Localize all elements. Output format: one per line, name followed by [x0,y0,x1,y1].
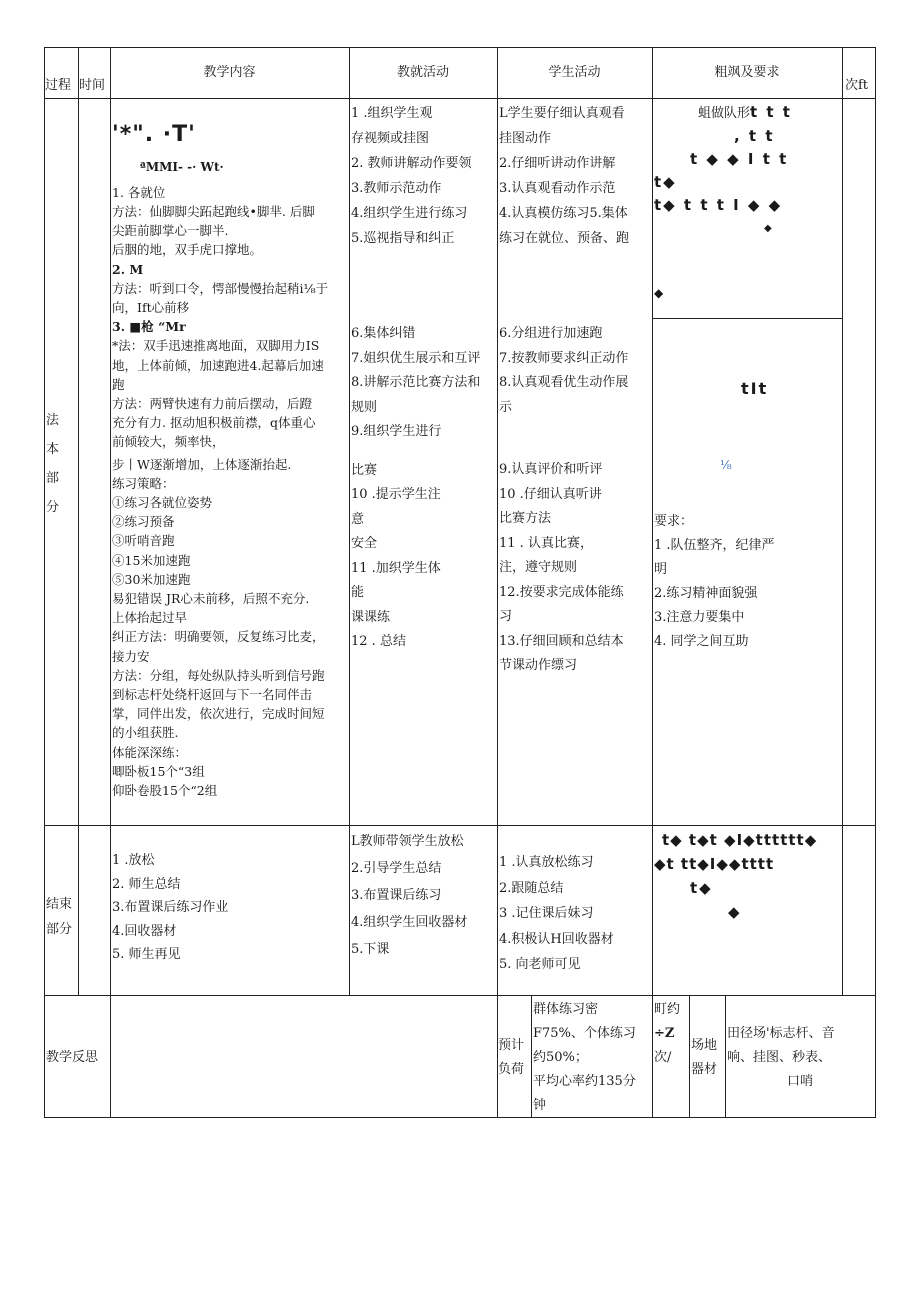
end-org [654,828,840,924]
content-line: 接力安 [112,648,150,664]
content-line: 后胭的地，双手虎口撑地。 [112,242,263,258]
org-mark [741,377,801,402]
teacher-line: 意 [351,511,365,527]
student-line: 13.仔细回顾和总结本 [499,633,624,649]
table-border-right [875,47,876,1118]
load-line: F75%、个体练习 [533,1026,636,1041]
basic-teacher-2 [351,322,497,655]
content-line: 充分有力. 抠动旭积极前襟，q体重心 [112,415,316,431]
org-formation-line [654,101,840,125]
student-line: 2.仔细听讲动作讲解 [499,156,616,171]
teacher-line: 11 .加织学生体 [351,560,441,576]
basic-student [499,101,652,251]
end-content-line: 5. 师生再见 [112,947,181,962]
table-rule [652,318,842,319]
end-teacher-line: 3.布置课后练习 [351,888,442,903]
end-formation-marks: t◆ [690,879,713,897]
content-line: 方法：仙脚脚尖跖起跑线•脚芈. 后脚 [112,203,315,219]
content-line: 仰卧卷股15个“2组 [112,782,218,798]
teacher-line: 4.组织学生进行练习 [351,206,468,221]
content-line: 到标志杆处绕杆返回与下一名同伴击 [112,686,313,702]
content-line: 前倾较大，频率快， [112,434,225,450]
formation-marks: t t t [750,103,792,121]
end-student [499,850,652,978]
end-formation-marks: ◆t tt◆I◆◆tttt [654,855,775,873]
end-teacher [351,828,497,963]
label-line: 部分 [46,922,73,937]
org-fraction: ⅛ [720,458,732,472]
content-line: 向，Ift心前移 [112,299,190,315]
end-student-line: 3 .记住课后妹习 [499,906,594,921]
label-char: 法 [46,413,60,428]
content-line: 3. ■枪 “Mr [112,319,186,335]
section-reflect-label: 教学反思 [46,1050,99,1065]
student-line: 11 . 认真比赛， [499,535,593,551]
req-line: 3.注意力要集中 [654,610,745,625]
end-teacher-line: L教师带领学生放松 [351,834,464,849]
venue-line: 响、挂图、秒表、 [727,1050,832,1065]
basic-teacher [351,101,497,251]
teacher-line: 1 .组织学生观 [351,106,433,121]
header-teacher: 教就活动 [396,65,449,80]
content-line: 方法：听到口令，愕部慢慢抬起稍i⅛于 [112,280,329,296]
end-content-line: 4.回收器材 [112,923,177,939]
basic-content [112,118,348,800]
table-border-left [44,47,45,1118]
teacher-line: 12 . 总结 [351,634,406,649]
teacher-line: 10 .提示学生注 [351,487,441,502]
header-org: 粗飒及要求 [714,65,780,80]
table-rule [110,47,111,1118]
student-line: 6.分组进行加速跑 [499,326,603,341]
table-rule [689,995,690,1118]
content-line: 地，上体前倾，加速跑进4.起幕后加速 [112,357,324,373]
student-line: 8.认真观看优生动作展 [499,375,629,390]
venue-text [727,1022,875,1094]
teacher-line: 9.组织学生进行 [351,424,442,439]
student-line: 比赛方法 [499,511,552,526]
teacher-line: 存视频或挂图 [351,131,430,146]
load-line: 平均心率约135分 [533,1074,636,1089]
student-line: 10 .仔细认真听讲 [499,486,602,502]
content-line: 1. 各就位 [112,184,166,200]
table-border-bottom [44,1117,876,1118]
section-basic-label [46,406,76,522]
load-text [533,998,652,1118]
rate-line: 次/ [654,1050,672,1065]
end-student-line: 5. 向老师可见 [499,957,581,972]
basic-student-2 [499,322,652,679]
label-char: 部 [46,471,60,486]
teacher-line: 3.教师示范动作 [351,181,442,196]
content-line: ⑤30米加速跑 [112,571,191,587]
formation-marks: t◆ [654,173,677,191]
content-subtitle: ªMMI- -· Wt· [140,160,224,175]
content-line: 尖距前脚掌心一脚半. [112,223,229,239]
teacher-line: 规则 [351,399,378,415]
rate-line: 町约 [654,1002,681,1017]
content-line: 上体抬起过早 [112,610,188,626]
content-line: ②练习预备 [112,514,175,530]
student-line: 练习在就位、预备、跑 [499,231,630,246]
req-line: 1 .队伍整齐，纪律严 [654,538,775,553]
table-rule [44,98,876,99]
table-rule [842,47,843,995]
load-line: 群体练习密 [533,1002,599,1017]
content-line: 步丨W逐渐增加，上体逐渐抬起. [112,456,292,472]
content-line: 方法：两臂快速有力前后摆动，后蹬 [112,395,313,411]
label-line: 结束 [46,897,73,912]
content-line: 掌，同伴出发，依次进行，完成时间短 [112,706,325,722]
table-rule [497,47,498,1118]
formation-marks: ◆ [764,223,772,234]
rate-line: ÷Z [654,1026,675,1041]
content-line: ④15米加速跑 [112,552,191,568]
teacher-line: 6.集体纠错 [351,326,416,341]
end-content-line: 1 .放松 [112,853,155,868]
req-line: 2.练习精神面貌强 [654,586,758,601]
org-requirements [654,510,840,654]
student-line: L学生要仔细认真观看 [499,106,625,121]
header-time: 时间 [79,78,106,93]
table-rule [349,47,350,995]
student-line: 示 [499,399,513,415]
table-rule [725,995,726,1118]
teacher-line: 5.巡视指导和纠正 [351,231,455,246]
content-line: 2. M [112,261,144,277]
end-teacher-line: 4.组织学生回收器材 [351,915,468,930]
content-line: 体能深深练： [112,744,188,760]
table-rule [78,47,79,995]
content-lines [112,183,348,801]
end-student-line: 2.跟随总结 [499,880,564,896]
student-line: 3.认真观看动作示范 [499,181,616,196]
student-line: 挂图动作 [499,131,552,146]
header-content: 教学内容 [203,65,256,80]
student-line: 注，遵守规则 [499,560,578,575]
student-line: 12.按要求完成体能练 [499,584,624,600]
end-formation-marks: ◆ [728,903,742,921]
load-label-line: 预计 [498,1038,525,1053]
load-line: 钟 [533,1098,547,1113]
content-line: 唧卧板15个“3组 [112,763,205,779]
header-student: 学生活动 [548,65,601,80]
label-char: 本 [46,442,60,457]
table-border-top [44,47,876,48]
venue-label-line: 器材 [691,1062,718,1077]
venue-line: 田径场'标志杆、音 [727,1026,835,1041]
venue-line: 口哨 [787,1074,814,1089]
student-line: 习 [499,609,513,624]
end-content-line: 3.布置课后练习作业 [112,900,229,915]
content-line: 的小组获胜. [112,725,179,741]
org-formation-label: 蛆做队形 [698,106,751,121]
student-line: 4.认真模仿练习5.集体 [499,206,628,221]
section-end-label [46,892,78,942]
content-line: 方法：分组，每处纵队持头听到信号跑 [112,667,325,683]
teacher-line: 比赛 [351,462,378,478]
teacher-line: 课课练 [351,609,391,625]
table-rule [652,47,653,1118]
table-rule [531,995,532,1118]
teacher-line: 2. 教师讲解动作要领 [351,156,472,171]
end-content-line: 2. 师生总结 [112,876,181,892]
student-line: 节课动作缥习 [499,658,578,673]
teacher-line: 7.姐织优生展示和互评 [351,350,481,366]
header-count: 次ft [845,78,869,93]
org-formation [654,101,840,305]
load-line: 约50%； [533,1050,588,1065]
end-teacher-line: 5.下课 [351,942,390,957]
content-line: *法：双手迅速推离地面，双脚用力IS [112,338,320,354]
venue-label [691,1034,725,1082]
end-student-line: 1 .认真放松练习 [499,855,594,870]
student-line: 9.认真评价和听评 [499,462,603,477]
venue-label-line: 场地 [691,1038,718,1053]
req-line: 4. 同学之间互助 [654,634,749,649]
formation-marks: t◆ t t t I ◆ ◆ [654,196,783,214]
formation-marks: t ◆ ◆ I t t [690,150,789,168]
req-line: 明 [654,562,668,577]
header-process: 过程 [45,78,72,93]
load-label-line: 负荷 [498,1062,525,1077]
req-title: 要求： [654,514,694,529]
content-line: ①练习各就位姿势 [112,494,213,510]
content-line: 练习策略： [112,475,175,491]
teacher-line: 能 [351,585,365,600]
heart-rate [654,998,689,1070]
teacher-line: 8.讲解示范比赛方法和 [351,375,481,390]
content-title: '*". ·T' [112,122,196,147]
end-formation-marks: t◆ t◆t ◆I◆tttttt◆ [662,831,818,849]
formation-marks: , t t [734,127,775,145]
formation-marks: ◆ [654,286,664,300]
end-content [112,849,348,967]
end-student-line: 4.积极认H回收器材 [499,931,614,947]
table-rule [44,995,876,996]
end-teacher-line: 2.引导学生总结 [351,861,442,876]
load-label [498,1034,531,1082]
content-line: 纠正方法：明确要领，反复练习比麦， [112,629,325,645]
org-mark-text: tIt [741,379,769,398]
label-char: 分 [46,500,60,515]
student-line: 7.按教师要求纠正动作 [499,350,629,366]
content-line: 跑 [112,376,125,392]
teacher-line: 安全 [351,536,378,551]
content-line: ③听哨音跑 [112,533,175,549]
table-rule [44,825,876,826]
content-line: 易犯错误 JR心未前移，后照不充分. [112,590,310,606]
